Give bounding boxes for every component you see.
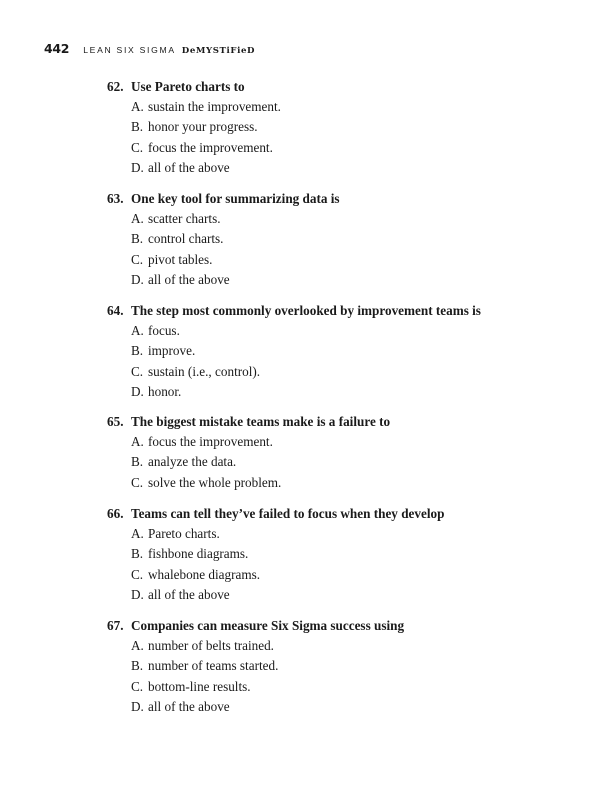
answer-options — [107, 434, 587, 495]
answer-option-c — [131, 252, 587, 272]
answer-option-c — [131, 364, 587, 384]
question-stem — [107, 618, 587, 634]
question-67 — [107, 618, 587, 719]
answer-options — [107, 526, 587, 607]
question-66 — [107, 506, 587, 607]
option-letter: A. — [131, 638, 144, 653]
question-number: 62. — [107, 79, 124, 94]
question-number: 65. — [107, 414, 124, 429]
option-text: pivot tables. — [148, 251, 213, 267]
answer-option-b — [131, 231, 587, 251]
answer-option-a — [131, 211, 587, 231]
answer-option-a — [131, 434, 587, 454]
answer-options — [107, 323, 587, 404]
answer-option-b — [131, 343, 587, 363]
answer-option-a — [131, 99, 587, 119]
option-text: all of the above — [148, 586, 230, 602]
option-text: sustain the improvement. — [148, 99, 281, 114]
option-letter: B. — [131, 231, 144, 247]
answer-option-b — [131, 454, 587, 474]
question-stem — [107, 414, 587, 430]
book-title-accent: DeMYSTiFieD — [181, 46, 256, 56]
option-text: control charts. — [148, 231, 224, 247]
answer-option-a — [131, 526, 587, 546]
answer-option-d — [131, 384, 587, 404]
question-text: Teams can tell they’ve failed to focus when they develop — [131, 506, 445, 521]
option-letter: D. — [131, 586, 144, 602]
question-stem — [107, 506, 587, 522]
option-text: Pareto charts. — [148, 526, 220, 541]
option-text: number of belts trained. — [148, 638, 274, 653]
answer-options — [107, 638, 587, 719]
option-text: all of the above — [148, 698, 230, 714]
question-number: 67. — [107, 618, 124, 633]
answer-option-b — [131, 658, 587, 678]
question-text: Companies can measure Six Sigma success using — [131, 618, 405, 633]
option-letter: B. — [131, 658, 144, 674]
question-number: 63. — [107, 191, 124, 206]
option-letter: D. — [131, 383, 144, 399]
option-text: improve. — [148, 343, 196, 359]
question-text: Use Pareto charts to — [131, 79, 245, 94]
question-62 — [107, 79, 587, 180]
option-text: focus. — [148, 323, 180, 338]
option-letter: C. — [131, 139, 144, 155]
answer-option-a — [131, 323, 587, 343]
option-letter: C. — [131, 678, 144, 694]
option-letter: C. — [131, 474, 144, 490]
answer-option-a — [131, 638, 587, 658]
option-text: all of the above — [148, 159, 230, 175]
option-letter: D. — [131, 159, 144, 175]
answer-options — [107, 211, 587, 292]
option-text: sustain (i.e., control). — [148, 363, 261, 379]
option-letter: A. — [131, 526, 144, 541]
question-text: The biggest mistake teams make is a failure to — [131, 414, 391, 429]
answer-option-d — [131, 160, 587, 180]
option-text: whalebone diagrams. — [148, 566, 261, 582]
answer-option-c — [131, 475, 587, 495]
option-letter: D. — [131, 271, 144, 287]
option-text: all of the above — [148, 271, 230, 287]
option-text: fishbone diagrams. — [148, 546, 249, 562]
option-letter: B. — [131, 119, 144, 135]
question-63 — [107, 191, 587, 292]
option-letter: B. — [131, 343, 144, 359]
question-text: The step most commonly overlooked by improvement teams is — [131, 303, 481, 318]
page-number: 442 — [44, 41, 70, 56]
question-stem — [107, 79, 587, 95]
question-text: One key tool for summarizing data is — [131, 191, 340, 206]
book-title: LEAN SIX SIGMA — [83, 45, 176, 55]
question-number: 66. — [107, 506, 124, 521]
question-number: 64. — [107, 303, 124, 318]
question-64 — [107, 303, 587, 404]
question-stem — [107, 303, 587, 319]
option-text: scatter charts. — [148, 211, 221, 226]
option-letter: C. — [131, 251, 144, 267]
option-letter: B. — [131, 454, 144, 470]
question-stem — [107, 191, 587, 207]
option-text: solve the whole problem. — [148, 474, 282, 490]
answer-option-c — [131, 679, 587, 699]
option-text: number of teams started. — [148, 658, 279, 674]
option-letter: C. — [131, 566, 144, 582]
option-text: honor your progress. — [148, 119, 258, 135]
option-letter: B. — [131, 546, 144, 562]
option-text: focus the improvement. — [148, 434, 273, 449]
answer-options — [107, 99, 587, 180]
option-text: focus the improvement. — [148, 139, 273, 155]
answer-option-b — [131, 119, 587, 139]
answer-option-c — [131, 567, 587, 587]
option-letter: A. — [131, 323, 144, 338]
answer-option-b — [131, 546, 587, 566]
option-text: analyze the data. — [148, 454, 237, 470]
option-letter: A. — [131, 211, 144, 226]
option-letter: D. — [131, 698, 144, 714]
answer-option-d — [131, 272, 587, 292]
option-letter: C. — [131, 363, 144, 379]
answer-option-d — [131, 587, 587, 607]
option-text: bottom-line results. — [148, 678, 251, 694]
answer-option-c — [131, 140, 587, 160]
option-letter: A. — [131, 99, 144, 114]
option-letter: A. — [131, 434, 144, 449]
answer-option-d — [131, 699, 587, 719]
option-text: honor. — [148, 383, 182, 399]
running-head — [44, 41, 255, 56]
question-65 — [107, 414, 587, 495]
